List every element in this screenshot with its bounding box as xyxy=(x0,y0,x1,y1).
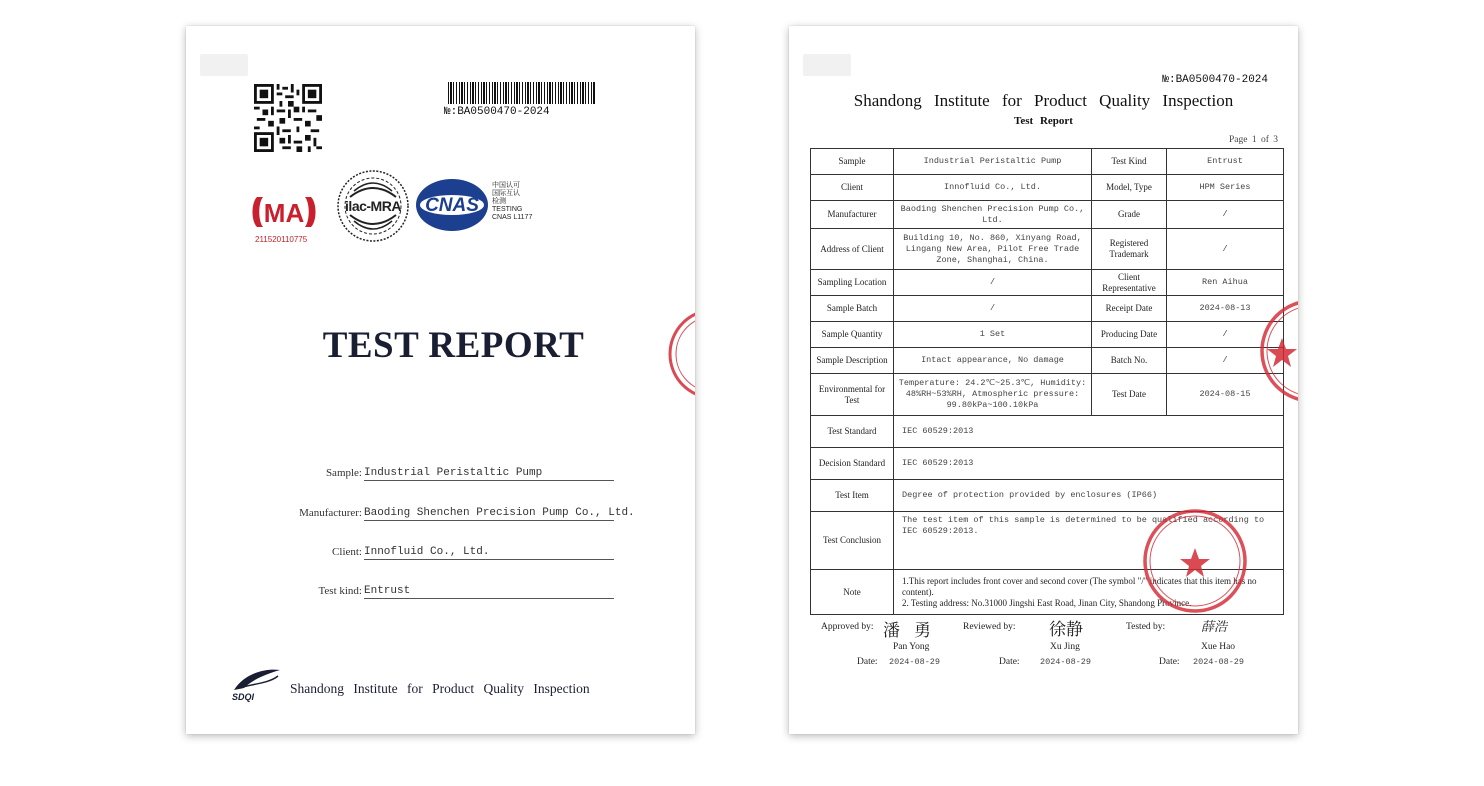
row-value: Building 10, No. 860, Xinyang Road, Lingang New Area, Pilot Free Trade Zone, Shanghai, China. xyxy=(894,229,1092,270)
inner-report-number: №:BA0500470-2024 xyxy=(1162,74,1268,86)
cover-page xyxy=(186,26,695,734)
row-key: Producing Date xyxy=(1092,322,1167,348)
row-key: Test Standard xyxy=(811,416,894,448)
reviewed-signature: 徐静 xyxy=(1049,620,1083,640)
cover-footer-institute: Shandong Institute for Product Quality Inspection xyxy=(290,681,590,696)
row-value: Baoding Shenchen Precision Pump Co., Ltd. xyxy=(894,201,1092,229)
row-key: Test Item xyxy=(811,480,894,512)
table-row xyxy=(811,149,1284,175)
row-value: / xyxy=(1167,322,1284,348)
row-key: Address of Client xyxy=(811,229,894,270)
scan-smudge xyxy=(803,54,851,76)
row-key: Sample Quantity xyxy=(811,322,894,348)
table-row xyxy=(811,416,1284,448)
row-value: Ren Aihua xyxy=(1167,270,1284,296)
table-row xyxy=(811,201,1284,229)
official-seal-icon xyxy=(1142,508,1248,614)
reviewed-date: 2024-08-29 xyxy=(1040,657,1092,667)
institute-title: Shandong Institute for Product Quality Inspection xyxy=(853,91,1234,110)
row-value: / xyxy=(894,296,1092,322)
field-value: Entrust xyxy=(364,585,614,599)
scan-smudge xyxy=(200,54,248,76)
approved-signature: 潘勇 xyxy=(883,621,945,641)
page-number: Page 1 of 3 xyxy=(1228,135,1278,145)
report-subtitle: Test Report xyxy=(1014,115,1073,127)
row-key: Receipt Date xyxy=(1092,296,1167,322)
row-value: 2024-08-15 xyxy=(1167,374,1284,416)
cover-title: TEST REPORT xyxy=(322,325,585,366)
table-row xyxy=(811,296,1284,322)
table-row xyxy=(811,175,1284,201)
row-value: / xyxy=(1167,229,1284,270)
field-label: Client: xyxy=(332,546,362,558)
row-value: / xyxy=(1167,201,1284,229)
approved-by-label: Approved by: xyxy=(821,622,874,632)
tested-date: 2024-08-29 xyxy=(1193,657,1245,667)
cover-field-client xyxy=(186,546,695,562)
tested-name: Xue Hao xyxy=(1201,642,1236,652)
row-value: Temperature: 24.2℃~25.3℃, Humidity: 48%RH~53%RH, Atmospheric pressure: 99.80kPa~100.10kPa xyxy=(894,374,1092,416)
cover-field-sample xyxy=(186,467,695,483)
row-key: Decision Standard xyxy=(811,448,894,480)
table-row xyxy=(811,270,1284,296)
row-value: 2024-08-13 xyxy=(1167,296,1284,322)
row-value: HPM Series xyxy=(1167,175,1284,201)
reviewed-name: Xu Jing xyxy=(1050,642,1080,652)
cover-field-test-kind xyxy=(186,585,695,601)
row-value: Intact appearance, No damage xyxy=(894,348,1092,374)
table-row xyxy=(811,322,1284,348)
row-value: / xyxy=(894,270,1092,296)
table-row xyxy=(811,448,1284,480)
field-value: Industrial Peristaltic Pump xyxy=(364,467,614,481)
report-page-1 xyxy=(789,26,1298,734)
row-value: Innofluid Co., Ltd. xyxy=(894,175,1092,201)
cnas-text: CNAS xyxy=(425,195,479,216)
row-value: / xyxy=(1167,348,1284,374)
sdqi-logo xyxy=(230,664,284,702)
row-key: Sample Batch xyxy=(811,296,894,322)
row-key: Environmental for Test xyxy=(811,374,894,416)
reviewed-by-label: Reviewed by: xyxy=(963,622,1016,632)
tested-date-label: Date: xyxy=(1159,657,1180,667)
field-label: Test kind: xyxy=(318,585,362,597)
row-key: Batch No. xyxy=(1092,348,1167,374)
table-row xyxy=(811,229,1284,270)
field-label: Manufacturer: xyxy=(299,507,362,519)
cma-logo-text: MA xyxy=(263,198,305,228)
row-key: Manufacturer xyxy=(811,201,894,229)
reviewed-date-label: Date: xyxy=(999,657,1020,667)
svg-text:SDQI: SDQI xyxy=(232,692,255,702)
barcode xyxy=(448,82,596,104)
seal-edge-stamp-icon xyxy=(666,306,695,402)
row-key: Sample xyxy=(811,149,894,175)
cover-field-manufacturer xyxy=(186,507,695,523)
row-value: IEC 60529:2013 xyxy=(894,416,1284,448)
approved-date: 2024-08-29 xyxy=(889,657,941,667)
cover-report-number: №:BA0500470-2024 xyxy=(444,106,550,118)
approved-date-label: Date: xyxy=(857,657,878,667)
row-value: IEC 60529:2013 xyxy=(894,448,1284,480)
qr-code-icon xyxy=(252,84,324,152)
row-value: Entrust xyxy=(1167,149,1284,175)
note-line: 2. Testing address: No.31000 Jingshi East Road, Jinan City, Shandong Province. xyxy=(902,597,1192,608)
cma-logo xyxy=(249,191,319,233)
row-value: 1 Set xyxy=(894,322,1092,348)
row-key: Client xyxy=(811,175,894,201)
table-row xyxy=(811,374,1284,416)
tested-signature: 薛浩 xyxy=(1201,620,1228,635)
tested-by-label: Tested by: xyxy=(1126,622,1166,632)
row-key: Model, Type xyxy=(1092,175,1167,201)
note-line: 1.This report includes front cover and second cover (The symbol "/" indicates that this item has no content). xyxy=(902,575,1257,597)
field-label: Sample: xyxy=(325,467,362,479)
table-row xyxy=(811,348,1284,374)
row-key: Grade xyxy=(1092,201,1167,229)
row-key: Test Date xyxy=(1092,374,1167,416)
row-key: Client Representative xyxy=(1092,270,1167,296)
ilac-mra-text: ilac-MRA xyxy=(345,198,401,214)
cnas-side-text: 中国认可 国际互认 检测 TESTING CNAS L1177 xyxy=(492,182,533,221)
approved-name: Pan Yong xyxy=(893,642,930,652)
row-key: Test Conclusion xyxy=(811,512,894,570)
row-value: Degree of protection provided by enclosures (IP66) xyxy=(894,480,1284,512)
row-key: Sample Description xyxy=(811,348,894,374)
row-key: Note xyxy=(811,570,894,615)
row-key: Test Kind xyxy=(1092,149,1167,175)
row-key: Registered Trademark xyxy=(1092,229,1167,270)
row-value: Industrial Peristaltic Pump xyxy=(894,149,1092,175)
seal-edge-stamp-icon xyxy=(1259,298,1298,404)
field-value: Baoding Shenchen Precision Pump Co., Ltd. xyxy=(364,507,635,519)
table-row xyxy=(811,480,1284,512)
row-key: Sampling Location xyxy=(811,270,894,296)
field-value: Innofluid Co., Ltd. xyxy=(364,546,614,560)
cma-number: 211520110775 xyxy=(255,235,308,244)
row-value: The test item of this sample is determined to be qualified according to IEC 60529:2013. xyxy=(894,512,1284,570)
